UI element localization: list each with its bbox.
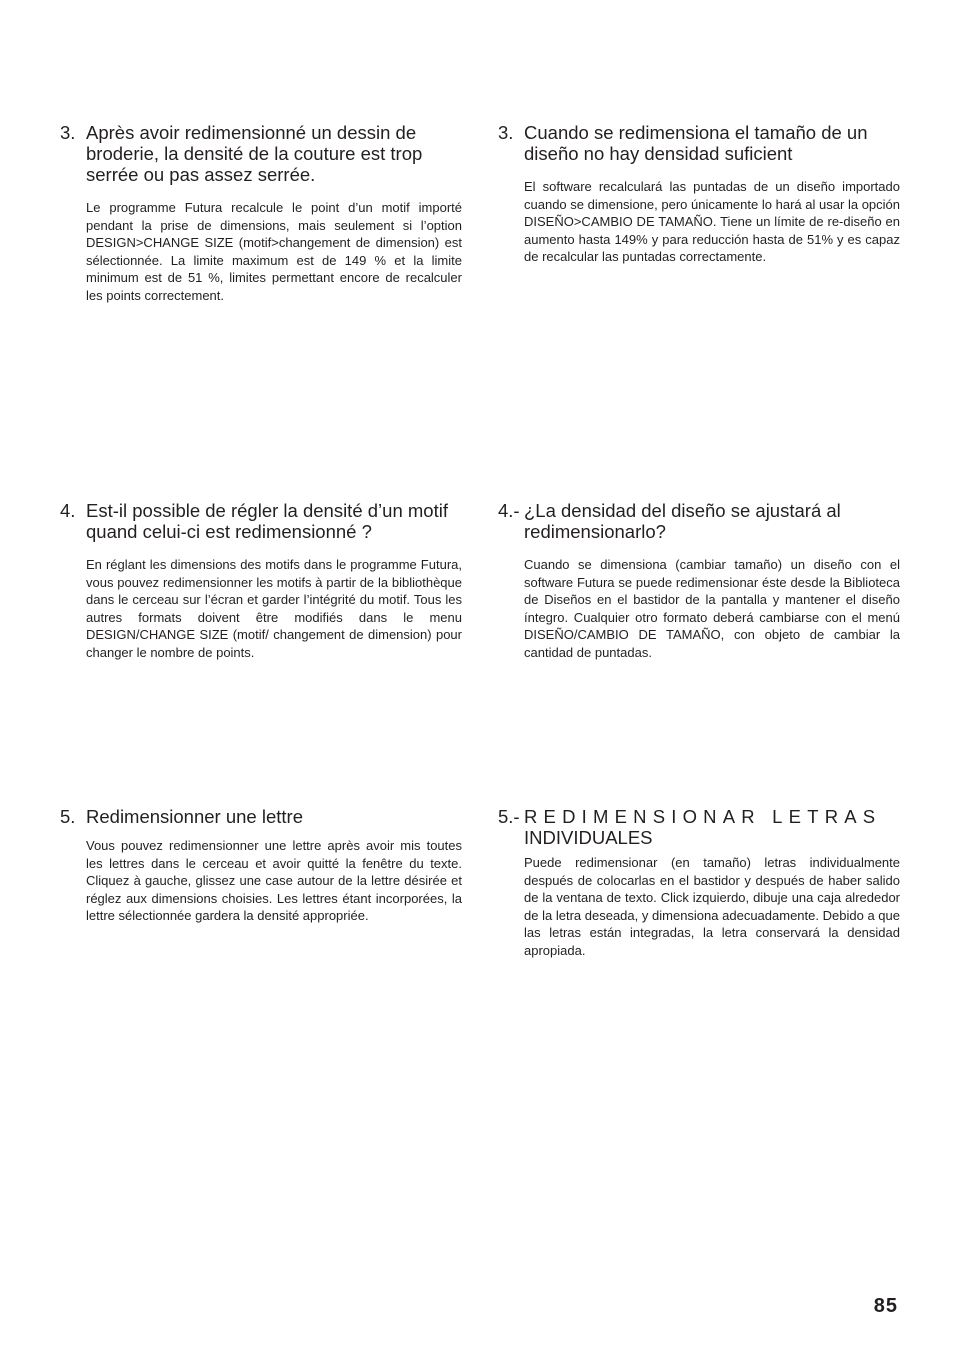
section-es-5: [498, 806, 900, 960]
section-title: ¿La densidad del diseño se ajustará al redimensionarlo?: [524, 500, 841, 542]
section-es-4: [498, 500, 900, 662]
section-title: Après avoir redimensionné un dessin de broderie, la densité de la couture est trop serrée ou pas assez serrée.: [86, 122, 423, 185]
section-title: Redimensionner une lettre: [86, 806, 303, 827]
section-heading: [498, 122, 900, 164]
section-number: 5.-: [498, 806, 520, 827]
section-body: Vous pouvez redimensionner une lettre après avoir mis toutes les lettres dans le cerceau et avoir quitté la fenêtre du texte. Cliquez à gauche, glissez une case autour de la lettre désirée et réglez aux dimensions choisies. Les lettres étant incorporées, la lettre sélectionnée gardera la densité appropriée.: [86, 838, 462, 924]
section-title-line1: REDIMENSIONAR LETRAS: [524, 806, 882, 827]
page-number: 85: [873, 1295, 898, 1317]
section-heading: [60, 500, 462, 542]
section-es-3: [498, 122, 900, 266]
section-number: 4.-: [498, 500, 520, 521]
section-body: Puede redimensionar (en tamaño) letras individualmente después de colocarlas en el bastidor y después de haber salido de la ventana de texto. Click izquierdo, dibuje una caja alrededor de la letra deseada, y dimensiona adecuadamente. Debido a que las letras están integradas, la letra conservará la densidad apropiada.: [524, 855, 900, 958]
section-heading: [60, 122, 462, 185]
section-body: Le programme Futura recalcule le point d’un motif importé pendant la prise de dimensions, mais seulement si l’option DESIGN>CHANGE SIZE (motif>changement de dimension) est sélectionnée. La limite maximum est de 149 % et la limite minimum est de 51 %, limites permettant encore de recalculer les points correctement.: [86, 200, 462, 303]
section-heading: [498, 500, 900, 542]
section-body: El software recalculará las puntadas de un diseño importado cuando se dimensione, pero únicamente lo hará al usar la opción DISEÑO>CAMBIO DE TAMAÑO. Tiene un límite de re-diseño en aumento hasta 149% y para reducción hasta de 51% y es capaz de recalcular las puntadas correctamente.: [524, 179, 900, 265]
section-number: 5.: [60, 806, 76, 827]
section-title: Est-il possible de régler la densité d’un motif quand celui-ci est redimensionné ?: [86, 500, 448, 542]
section-title: Cuando se redimensiona el tamaño de un diseño no hay densidad suficient: [524, 122, 868, 164]
section-body: En réglant les dimensions des motifs dans le programme Futura, vous pouvez redimensionner les motifs à partir de la bibliothèque dans le cerceau sur l’écran et garder l’intégrité du motif. Tous les autres formats doivent être modifiés dans le menu DESIGN/CHANGE SIZE (motif/ changement de dimension) pour changer le nombre de points.: [86, 557, 462, 660]
section-number: 4.: [60, 500, 76, 521]
section-body: Cuando se dimensiona (cambiar tamaño) un diseño con el software Futura se puede redimensionar éste desde la Biblioteca de Diseños en el bastidor de la pantalla y mantener el diseño íntegro. Cualquier otro formato deberá cambiarse con el menú DISEÑO/CAMBIO DE TAMAÑO, con objeto de cambiar la cantidad de puntadas.: [524, 557, 900, 660]
section-heading: [60, 806, 462, 827]
section-number: 3.: [498, 122, 514, 143]
section-title-line2: INDIVIDUALES: [524, 827, 653, 848]
section-fr-5: [60, 806, 462, 925]
section-number: 3.: [60, 122, 76, 143]
section-fr-3: [60, 122, 462, 305]
section-heading: [498, 806, 900, 848]
section-fr-4: [60, 500, 462, 662]
